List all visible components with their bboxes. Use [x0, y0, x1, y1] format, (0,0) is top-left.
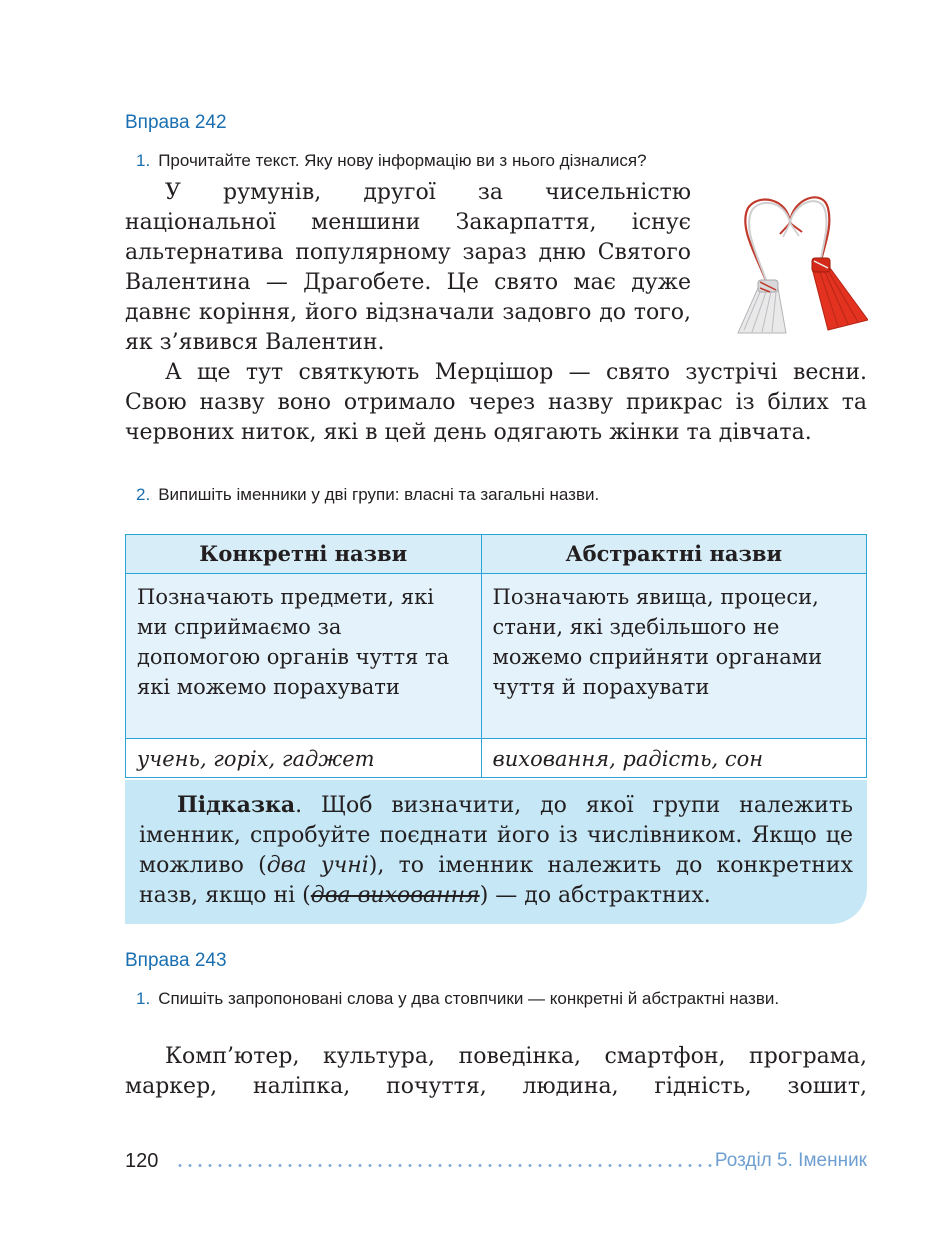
paragraph-2-text: А ще тут святкують Мерцішор — свято зустрічі весни. Свою назву воно отримало через назву прикрас із білих та червоних ниток, які в цей день одягають жінки та дівчата.: [125, 360, 867, 445]
martisor-tassels-icon: [728, 188, 868, 336]
table-row: [126, 739, 867, 778]
task-text: Випишіть іменники у дві групи: власні та загальні назви.: [158, 485, 600, 504]
task-number: 2.: [136, 485, 151, 504]
hint-box: [125, 780, 867, 924]
task-text: Спишіть запропоновані слова у два стовпчики — конкретні й абстрактні назви.: [158, 989, 780, 1008]
noun-types-table: [125, 534, 867, 778]
exercise-242-task-2: [136, 482, 599, 508]
exercise-243-title: Вправа 243: [125, 950, 227, 971]
table-cell-concrete-examples: учень, горіх, гаджет: [126, 739, 482, 778]
word-list-text: Комп’ютер, культура, поведінка, смартфон, програма, маркер, наліпка, почуття, людина, гідність, зошит,: [125, 1044, 867, 1099]
footer-dotted-line: [175, 1164, 715, 1167]
hint-text-part: ) — до абстрактних.: [479, 883, 711, 908]
hint-text-part: ), то іменник належить до конкретних назв, якщо ні (: [139, 853, 853, 908]
table-header-concrete: Конкретні назви: [126, 535, 482, 574]
table-cell-abstract-examples: виховання, радість, сон: [481, 739, 866, 778]
page-footer: [125, 1150, 867, 1178]
hint-text: [139, 790, 853, 911]
word-list: [125, 1042, 867, 1102]
table-row: [126, 574, 867, 739]
exercise-243-task-1: [136, 986, 895, 1012]
page-number: 120: [125, 1150, 159, 1172]
paragraph-1: [125, 178, 691, 358]
paragraph-2: [125, 358, 867, 448]
hint-text-part: . Щоб визначити, до якої групи належить іменник, спробуйте поєднати його із числівником. Якщо це можливо (: [139, 793, 853, 878]
task-number: 1.: [136, 989, 151, 1008]
task-text: Прочитайте текст. Яку нову інформацію ви з нього дізналися?: [158, 151, 647, 170]
table-cell-abstract-description: Позначають явища, процеси, стани, які здебільшого не можемо сприйняти органами чуття й порахувати: [481, 574, 866, 739]
table-cell-concrete-description: Позначають предмети, які ми сприймаємо за допомогою органів чуття та які можемо порахувати: [126, 574, 482, 739]
exercise-242-title: Вправа 242: [125, 112, 227, 133]
section-title: Розділ 5. Іменник: [714, 1150, 867, 1171]
table-header-abstract: Абстрактні назви: [481, 535, 866, 574]
task-number: 1.: [136, 151, 151, 170]
hint-example-incorrect: два виховання: [310, 883, 480, 908]
hint-example-correct: два учні: [266, 853, 369, 878]
exercise-242-task-1: [136, 148, 647, 174]
table-header-row: [126, 535, 867, 574]
hint-label: Підказка: [177, 792, 296, 818]
paragraph-1-text: У румунів, другої за чисельністю національної меншини Закарпаття, існує альтернатива популярному зараз дню Святого Валентина — Драгобете. Це свято має дуже давнє коріння, його відзначали задовго до того, як з’явився Валентин.: [125, 180, 691, 355]
